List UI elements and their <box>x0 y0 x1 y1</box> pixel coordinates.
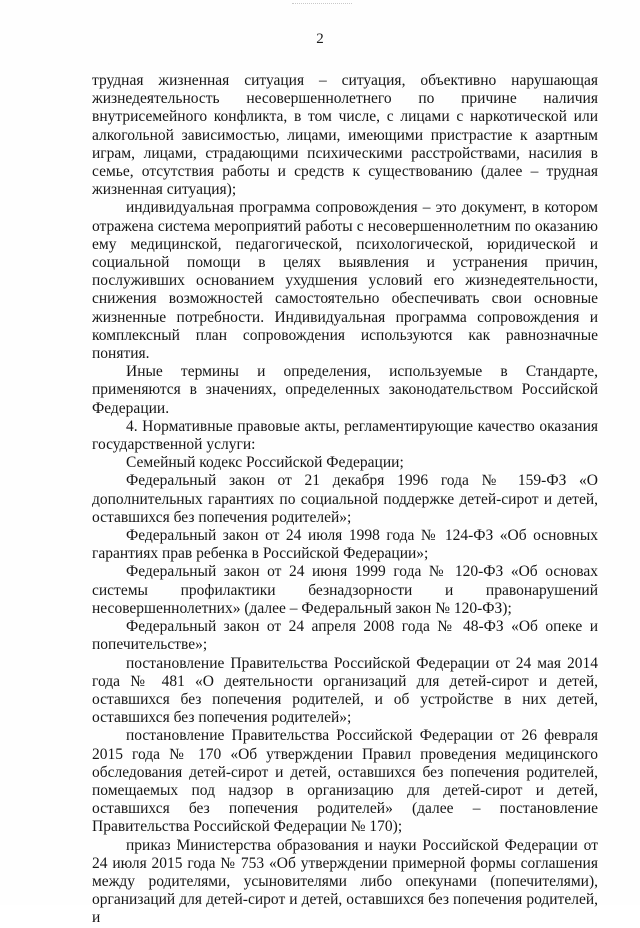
paragraph-resolution-170: постановление Правительства Российской Федерации от 26 февраля 2015 года № 170 «Об утверждении Правил проведения медицинского обследования детей-сирот и детей, оставшихся без попечения родителей, помещаемых под надзор в организацию для детей-сирот и детей, оставшихся без попечения родителей» (далее – постановление Правительства Российской Федерации № 170); <box>92 727 598 836</box>
paragraph-order-753: приказ Министерства образования и науки Российской Федерации от 24 июля 2015 года № 753 «Об утверждении примерной формы соглашения между родителями, усыновителями либо опекунами (попечителями), организаций для детей-сирот и детей, оставшихся без попечения родителей, и <box>92 836 598 927</box>
paragraph-resolution-481: постановление Правительства Российской Федерации от 24 мая 2014 года № 481 «О деятельности организаций для детей-сирот и детей, оставшихся без попечения родителей, и об устройстве в них детей, оставшихся без попечения родителей»; <box>92 654 598 727</box>
paragraph-law-48: Федеральный закон от 24 апреля 2008 года № 48-ФЗ «Об опеке и попечительстве»; <box>92 618 598 654</box>
paragraph-law-159: Федеральный закон от 21 декабря 1996 года № 159-ФЗ «О дополнительных гарантиях по социальной поддержке детей-сирот и детей, оставшихся без попечения родителей»; <box>92 472 598 526</box>
paragraph-section-4-heading: 4. Нормативные правовые акты, регламентирующие качество оказания государственной услуги: <box>92 417 598 454</box>
paragraph-law-120: Федеральный закон от 24 июня 1999 года № 120-ФЗ «Об основах системы профилактики безнадзорности и правонарушений несовершеннолетних» (далее – Федеральный закон № 120-ФЗ); <box>92 563 598 617</box>
scan-artifact <box>292 3 352 5</box>
page-number: 2 <box>316 31 324 47</box>
paragraph-definition-difficult-situation: трудная жизненная ситуация – ситуация, объективно нарушающая жизнедеятельность несовершеннолетнего по причине наличия внутрисемейного конфликта, в том числе, с лицами с наркотической или алкогольной зависимостью, лицами, имеющими пристрастие к азартным играм, лицами, страдающими психическими расстройствами, насилия в семье, отсутствия работы и средств к существованию (далее – трудная жизненная ситуация); <box>92 72 598 199</box>
paragraph-family-code: Семейный кодекс Российской Федерации; <box>126 454 404 472</box>
paragraph-definition-support-program: индивидуальная программа сопровождения – это документ, в котором отражена система мероприятий работы с несовершеннолетним по оказанию ему медицинской, педагогической, психологической, юридической и социальной помощи в целях выявления и устранения причин, послуживших основанием ухудшения условий его жизнедеятельности, снижения возможностей самостоятельно обеспечивать свои основные жизненные потребности. Индивидуальная программа сопровождения и комплексный план сопровождения используются как равнозначные понятия. <box>92 199 598 363</box>
paragraph-law-124: Федеральный закон от 24 июля 1998 года № 124-ФЗ «Об основных гарантиях прав ребенка в Российской Федерации»; <box>92 527 598 563</box>
paragraph-other-terms: Иные термины и определения, используемые в Стандарте, применяются в значениях, определенных законодательством Российской Федерации. <box>92 363 598 417</box>
document-body <box>92 72 598 928</box>
